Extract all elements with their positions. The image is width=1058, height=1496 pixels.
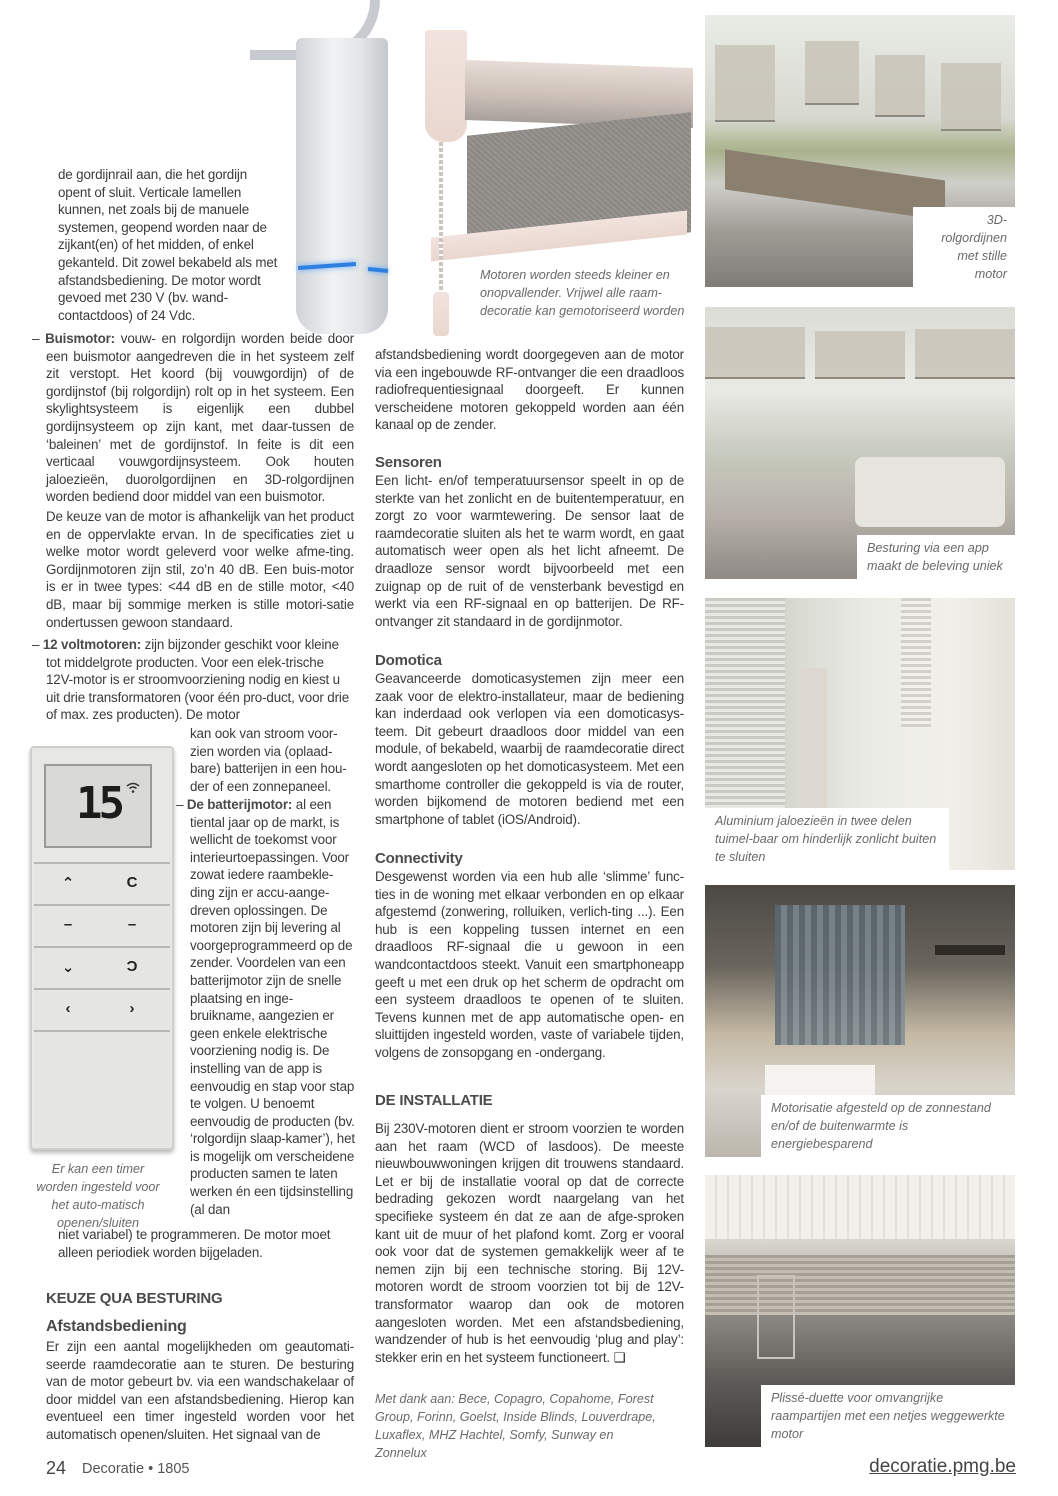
end-mark-icon: ❑	[613, 1349, 626, 1365]
next-button[interactable]: ›	[129, 1000, 135, 1017]
column1-bullets	[32, 330, 354, 506]
installatie-paragraph: Bij 230V-motoren dient er stroom voorzien te worden aan het raam (WCD of lasdoos). De meeste nieuwbouwwoningen krijgen dit trouwens standaard. Let er bij de installatie vooral op dat de correcte bedrading gekozen wordt naargelang van het specifieke systeem én dat ze aan de afge-sproken kant uit de muur of het plafond komt. Zorg er vooral ook voor dat de systemen gemakkelijk weer af te nemen zijn bij een technische storing. Bij 12V-motoren wordt de stroom voorzien tot bij de 12V-transformator waarop dan ook de motoren aangesloten worden. Met een afstandsbediening, wandzender of hub is het eenvoudig ‘plug and play’: stekker erin en het systeem functioneert. ❑	[375, 1121, 684, 1365]
column1-intro	[58, 166, 278, 324]
buismotor-item: – Buismotor: vouw- en rolgordijn worden beide door een buismotor aangedreven die in het systeem zelf zit verstopt. Het koord (bij vouwgordijn) of de gordijnstof (bij rolgordijn) rolt op in het systeem. Een skylightsysteem is eigenlijk een dubbel gordijnsysteem op zijn kant, met daar-tussen de ‘baleinen’ met de gordijnstof. In feite is dit een verticaal vouwgordijnsysteem. Ook houten jaloezieën, duorolgordijnen en 3D-rolgordijnen worden bediend door middel van een buismotor.	[32, 331, 354, 505]
batterij-label: De batterijmotor:	[186, 797, 293, 812]
down-button[interactable]: ⌄	[61, 959, 75, 976]
magazine-issue: Decoratie • 1805	[82, 1461, 190, 1477]
remote-row-3	[34, 946, 170, 988]
section-title-installatie: DE INSTALLATIE	[375, 1092, 493, 1109]
photo-hallway	[705, 598, 1015, 870]
remote-control-image	[30, 746, 174, 1150]
photo-caption-3: Aluminium jaloezieën in twee delen tuimel-baar om hinderlijk zonlicht buiten te sluiten	[705, 808, 949, 870]
volt-continued: kan ook van stroom voor-zien worden via (oplaad-bare) batterijen in een hou-der of een zonnepaneel.	[190, 726, 347, 794]
photo-caption-5: Plissé-duette voor omvangrijke raampartijen met een netjes weggewerkte motor	[761, 1385, 1015, 1447]
batterij-item: – De batterijmotor: al een tiental jaar op de markt, is wellicht de toekomst voor interieurtoepassingen. Voor zowat iedere raambekle-ding zijn er accu-aange-dreven oplossingen. De motoren zijn bij levering al voorgeprogrammeerd op de zender. Voordelen van een batterijmotor zijn de snelle plaatsing en inge-bruikname, aangezien er geen enkele elektrische voorziening nodig is. De instelling van de app is eenvoudig en stap voor stap te volgen. U benoemt eenvoudig de producten (bv. ‘rolgordijn slaap-kamer’), het is mogelijk om verscheidene producten samen te laten werken én een tijdsinstelling (al dan	[176, 797, 355, 1217]
batterij-end: niet variabel) te programmeren. De motor moet alleen periodiek worden bijgeladen.	[58, 1227, 331, 1260]
up-button[interactable]: ⌃	[61, 875, 75, 892]
product-caption: Motoren worden steeds kleiner en onopvallender. Vrijwel alle raam-decoratie kan gemotoriseerd worden	[480, 268, 685, 318]
photo-living-room	[705, 307, 1015, 579]
intro-paragraph: de gordijnrail aan, die het gordijn opent of sluit. Verticale lamellen kunnen, net zoals bij de manuele systemen, geopend worden naar de zijkant(en) of het midden, of enkel gekanteld. Dit zowel bekabeld als met afstandsbediening. De motor wordt gevoed met 230 V (bv. wand-contactdoos) of 24 Vdc.	[58, 167, 278, 323]
display-value: 15	[76, 778, 121, 829]
remote-caption: Er kan een timer worden ingesteld voor het auto-matisch openen/sluiten	[36, 1162, 160, 1230]
domotica-paragraph: Geavanceerde domoticasystemen zijn meer een zaak voor de elektro-installateur, maar de bediening kan inderdaad ook verlopen via een domoticasys-teem. Dit gebeurt draadloos door middel van een module, of bekabeld, waarbij de raamdecoratie direct wordt aangesloten op het domoticasysteem. Met een smarthome controller die gekoppeld is via de router, worden bijkomend de motoren bediend met een smartphone of tablet (iOS/Android).	[375, 671, 684, 827]
remote-row-1	[34, 862, 170, 904]
remote-row-2	[34, 904, 170, 946]
wifi-icon	[126, 782, 140, 797]
remote-display	[44, 764, 152, 848]
photo-caption-1: 3D-rolgordijnen met stille motor	[913, 207, 1015, 287]
sensoren-paragraph: Een licht- en/of temperatuursensor speelt in op de sterkte van het zonlicht en de buitentemperatuur, en zorgt zo voor warmtewering. De sensor laat de raamdecoratie sluiten als het te warm wordt, en gaat automatisch weer open als het licht afneemt. De draadloze sensor wordt bijvoorbeeld met een zuignap op de ruit of de vensterbank bevestigd en werkt via een RF-signaal en op batterijen. De RF-ontvanger zit standaard in de gordijnmotor.	[375, 473, 684, 629]
afstand-continued: afstandsbediening wordt doorgegeven aan de motor via een ingebouwde RF-ontvanger die een draadloos radiofrequentiesignaal doorgeeft. Er kunnen verscheidene motoren gekoppeld worden aan één kanaal op de zender.	[375, 347, 684, 433]
footer	[46, 1456, 1016, 1484]
reverse-c-button[interactable]: Ͻ	[126, 958, 138, 975]
website-link[interactable]: decoratie.pmg.be	[869, 1456, 1016, 1477]
volt-label: 12 voltmotoren:	[42, 637, 142, 652]
page-number: 24	[46, 1458, 67, 1478]
stop-c-button[interactable]: C	[126, 874, 138, 891]
connectivity-paragraph: Desgewenst worden via een hub alle ‘slimme’ func-ties in de woning met elkaar verbonden en op elkaar afgestemd (zonwering, rolluiken, verlich-ting ...). Een hub is een koppeling tussen internet en een draadloos RF-signaal die u gewoon in een wandcontactdoos steekt. Vanuit een smartphoneapp geeft u met een druk op het scherm de opdracht om een systeem draadloos te openen of te sluiten. Tevens kunnen met de app automatische open- en sluittijden ingesteld worden, vaste of variabele tijden, volgens de zonsopgang en -ondergang.	[375, 869, 684, 1060]
subtitle-connectivity: Connectivity	[375, 850, 463, 867]
photo-restaurant	[705, 885, 1015, 1157]
remote-row-4	[34, 988, 170, 1144]
subtitle-afstandsbediening: Afstandsbediening	[46, 1318, 187, 1335]
subtitle-sensoren: Sensoren	[375, 454, 442, 471]
minus-right-button[interactable]: –	[127, 916, 137, 933]
credits: Met dank aan: Bece, Copagro, Copahome, Forest Group, Forinn, Goelst, Inside Blinds, Louverdrape, Luxaflex, MHZ Hachtel, Somfy, Sunway en Zonnelux	[375, 1392, 656, 1460]
minus-left-button[interactable]: –	[63, 916, 73, 933]
volt-item: – 12 voltmotoren: zijn bijzonder geschikt voor kleine tot middelgrote producten. Voor een elek-trische 12V-motor is er stroomvoorziening nodig en kiest u uit drie transformatoren (voor één pro-duct, voor drie of max. zes producten). De motor	[32, 637, 350, 723]
prev-button[interactable]: ‹	[65, 1000, 71, 1017]
photo-dining-room	[705, 15, 1015, 287]
photo-caption-4: Motorisatie afgesteld op de zonnestand en/of de buitenwarmte is energiebesparend	[761, 1095, 1015, 1157]
subtitle-domotica: Domotica	[375, 652, 442, 669]
buismotor-label: Buismotor:	[45, 331, 115, 346]
keuze-paragraph: De keuze van de motor is afhankelijk van het product en de oppervlakte ervan. In de specificaties ziet u welke motor wordt geleverd voor welke afme-ting. Gordijnmotoren zijn stil, zo’n 40 dB. Een buis-motor is er in twee types: <44 dB en de stille motor, <40 dB, maar bij sommige merken is stille motori-satie ondertussen gewoon standaard.	[46, 509, 354, 630]
section-title-besturing: KEUZE QUA BESTURING	[46, 1290, 223, 1307]
afstand-paragraph: Er zijn een aantal mogelijkheden om geautomati-seerde raamdecoratie aan te sturen. De besturing van de motor gebeurt bv. via een wandschakelaar of door middel van een afstandsbediening. Hierop kan eventueel een timer ingesteld worden voor het automatisch openen/sluiten. Het signaal van de	[46, 1339, 354, 1442]
photo-caption-2: Besturing via een app maakt de beleving uniek	[857, 535, 1015, 579]
photo-loft	[705, 1175, 1015, 1447]
